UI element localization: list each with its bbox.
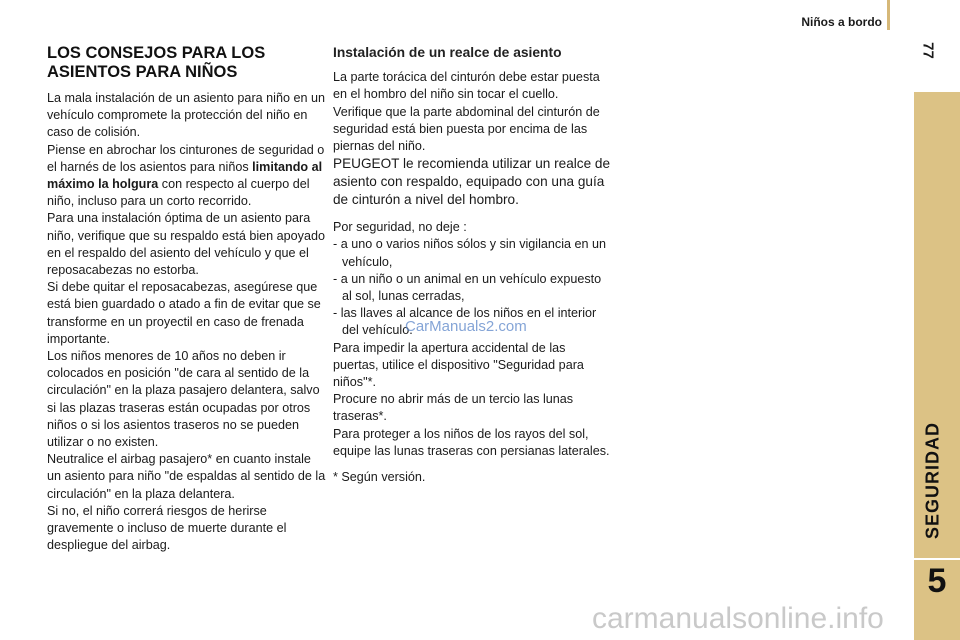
main-heading	[47, 44, 327, 82]
watermark-bottom: carmanualsonline.info	[592, 602, 884, 635]
left-paragraph-7: Si no, el niño correrá riesgos de herirse gravemente o incluso de muerte durante el despliegue del airbag.	[47, 503, 287, 553]
main-heading-line1: LOS CONSEJOS PARA LOS	[47, 44, 266, 62]
section-sidebar	[914, 92, 960, 640]
spacer	[333, 209, 611, 219]
watermark-center: CarManuals2.com	[405, 318, 527, 335]
left-paragraph-2-before: Piense en abrochar los cinturones de seguridad o el harnés de los asientos para niños	[47, 142, 325, 174]
safety-intro: Por seguridad, no deje :	[333, 220, 467, 235]
right-paragraph-5: Para proteger a los niños de los rayos del sol, equipe las lunas traseras con persianas laterales.	[333, 426, 610, 458]
header-rule	[887, 0, 890, 30]
header-title: Niños a bordo	[801, 15, 882, 29]
right-paragraph-3: Para impedir la apertura accidental de las puertas, utilice el dispositivo "Seguridad para niños"*.	[333, 340, 584, 390]
main-heading-line2: ASIENTOS PARA NIÑOS	[47, 63, 238, 81]
footnote: * Según versión.	[333, 470, 426, 485]
list-item: - a uno o varios niños sólos y sin vigilancia en un vehículo,	[333, 237, 607, 269]
chapter-number: 5	[927, 562, 947, 600]
left-paragraph-2-after: con respecto al cuerpo del niño, incluso para un corto recorrido.	[47, 177, 310, 209]
left-column	[47, 44, 327, 554]
list-item: - a un niño o un animal en un vehículo expuesto al sol, lunas cerradas,	[333, 271, 602, 304]
right-column	[333, 44, 611, 486]
sub-heading: Instalación de un realce de asiento	[333, 45, 562, 60]
section-label: SEGURIDAD	[922, 422, 943, 540]
left-paragraph-5: Los niños menores de 10 años no deben ir colocados en posición "de cara al sentido de la circulación" en la plaza pasajero delantera, salvo si las plazas traseras están ocupadas por otros niños o si los asientos traseros no se pueden utilizar o no existen.	[47, 349, 320, 450]
right-paragraph-1: La parte torácica del cinturón debe estar puesta en el hombro del niño sin tocar el cuello.	[333, 70, 600, 102]
sidebar-divider	[914, 558, 960, 560]
left-paragraph-4: Si debe quitar el reposacabezas, asegúrese que está bien guardado o atado a fin de evitar que se transforme en un proyectil en caso de frenada importante.	[47, 280, 321, 346]
recommendation-text: PEUGEOT le recomienda utilizar un realce de asiento con respaldo, equipado con una guía de cinturón a nivel del hombro.	[333, 156, 611, 208]
right-paragraph-2: Verifique que la parte abdominal del cinturón de seguridad está bien puesta por encima de las piernas del niño.	[333, 104, 600, 154]
left-paragraph-6: Neutralice el airbag pasajero* en cuanto instale un asiento para niño "de espaldas al sentido de la circulación" en la plaza delantera.	[47, 452, 326, 501]
left-paragraph-1: La mala instalación de un asiento para niño en un vehículo compromete la protección del niño en caso de colisión.	[47, 91, 325, 140]
left-paragraph-2-bold: limitando al máximo la holgura	[47, 159, 323, 192]
page-number: 77	[919, 42, 937, 59]
right-paragraph-4: Procure no abrir más de un tercio las lunas traseras*.	[333, 392, 574, 424]
spacer	[333, 460, 611, 469]
left-paragraph-3: Para una instalación óptima de un asiento para niño, verifique que su respaldo está bien apoyado en el respaldo del asiento del vehículo y que el reposacabezas no estorba.	[47, 211, 325, 278]
left-paragraph-2	[47, 142, 327, 211]
list-item: - las llaves al alcance de los niños en el interior del vehículo.	[333, 306, 597, 338]
